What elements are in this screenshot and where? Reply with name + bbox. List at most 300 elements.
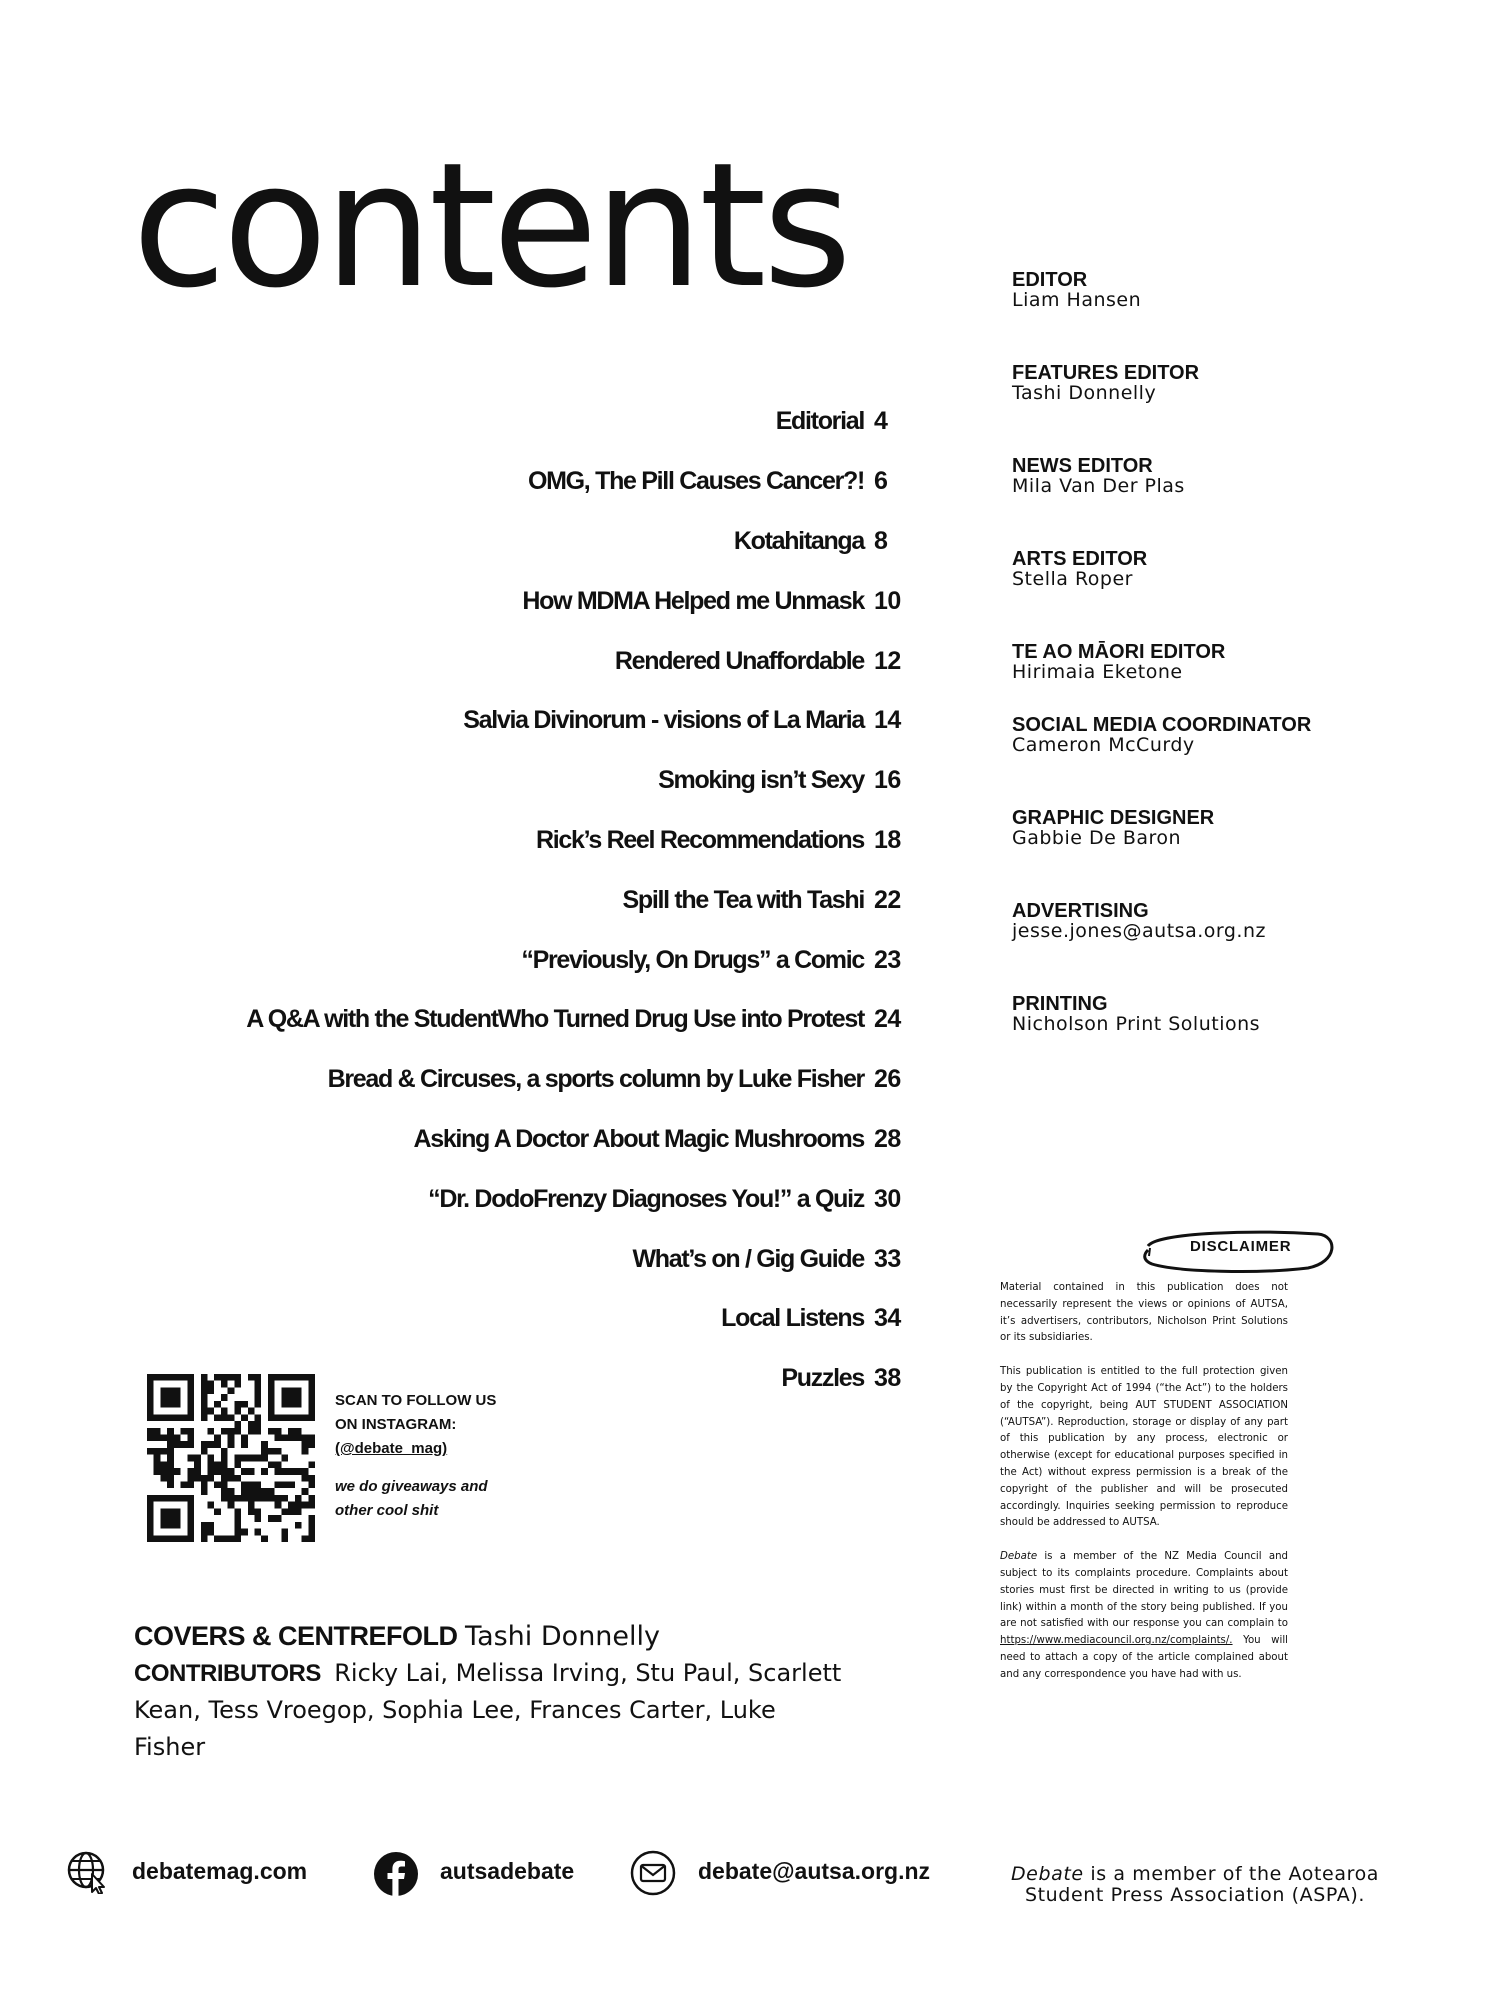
qr-module [275,1434,282,1441]
toc-entry-page: 30 [874,1184,901,1213]
qr-module [275,1374,282,1381]
qr-module [214,1434,221,1441]
contributors-credit [134,1655,854,1692]
toc-entry-page: 22 [874,885,901,914]
qr-module [194,1455,201,1462]
toc-entry-title: Local Listens [721,1304,864,1333]
staff-role: NEWS EDITOR [1012,455,1153,477]
qr-module [255,1381,262,1388]
qr-module [228,1468,235,1475]
staff-entry [1012,808,1312,848]
qr-module [147,1535,154,1542]
qr-module [174,1535,181,1542]
qr-module [214,1461,221,1468]
toc-entry-title: “Dr. DodoFrenzy Diagnoses You!” a Quiz [428,1184,864,1213]
disclaimer-p3-body: is a member of the NZ Media Council and subject to its complaints procedure. Complaints about stories must first be directed in writing to us (provide link) within a month of the story being published. If you are not satisfied with our response you can complain to [1000,1551,1288,1630]
qr-module [281,1434,288,1441]
qr-module [147,1381,154,1388]
staff-role: SOCIAL MEDIA COORDINATOR [1012,714,1312,736]
qr-module [207,1461,214,1468]
qr-module [248,1455,255,1462]
qr-module [187,1482,194,1489]
qr-module [308,1381,315,1388]
qr-module [201,1441,208,1448]
toc-entry[interactable] [200,452,910,512]
qr-module [214,1414,221,1421]
qr-module [201,1488,208,1495]
qr-module [221,1455,228,1462]
qr-module [147,1515,154,1522]
toc-entry[interactable] [200,1110,910,1170]
aspa-line1-rest: is a member of the Aotearoa [1083,1863,1380,1885]
qr-module [207,1502,214,1509]
qr-module [308,1387,315,1394]
qr-module [181,1535,188,1542]
qr-module [160,1401,167,1408]
qr-module [275,1495,282,1502]
email-link[interactable]: debate@autsa.org.nz [698,1858,931,1884]
qr-module [201,1535,208,1542]
qr-module [308,1408,315,1415]
qr-module [201,1522,208,1529]
qr-module [281,1374,288,1381]
qr-module [241,1529,248,1536]
qr-module [207,1529,214,1536]
qr-module [275,1461,282,1468]
instagram-handle-link[interactable]: (@debate_mag) [335,1440,448,1457]
qr-module [275,1502,282,1509]
qr-module [234,1374,241,1381]
toc-entry[interactable] [200,990,910,1050]
covers-credit [134,1618,854,1655]
staff-entry [1012,994,1312,1034]
qr-module [147,1401,154,1408]
toc-entry-title: Rick’s Reel Recommendations [536,825,864,854]
qr-module [187,1535,194,1542]
disclaimer-debate-italic: Debate [1000,1551,1038,1563]
qr-module [221,1408,228,1415]
qr-module [194,1461,201,1468]
qr-module [248,1488,255,1495]
qr-module [241,1441,248,1448]
qr-module [174,1468,181,1475]
qr-module [281,1414,288,1421]
qr-module [147,1428,154,1435]
staff-entry [1012,270,1312,310]
qr-module [154,1374,161,1381]
qr-module [147,1508,154,1515]
staff-entry [1012,363,1312,403]
qr-module [207,1468,214,1475]
qr-module [167,1508,174,1515]
staff-role: EDITOR [1012,269,1088,291]
qr-module [281,1508,288,1515]
qr-module [201,1408,208,1415]
qr-module [207,1381,214,1388]
qr-module [234,1529,241,1536]
qr-module [302,1535,309,1542]
qr-module [207,1522,214,1529]
qr-module [181,1414,188,1421]
website-link[interactable]: debatemag.com [132,1858,308,1884]
qr-module [187,1522,194,1529]
qr-module [207,1428,214,1435]
qr-module [187,1434,194,1441]
qr-module [201,1448,208,1455]
qr-module [228,1441,235,1448]
qr-module [234,1475,241,1482]
qr-module [281,1394,288,1401]
toc-list [200,392,910,1409]
qr-module [308,1374,315,1381]
qr-module [201,1374,208,1381]
qr-module [302,1448,309,1455]
qr-module [160,1434,167,1441]
qr-module [167,1515,174,1522]
qr-module [308,1495,315,1502]
qr-module [248,1482,255,1489]
qr-module [160,1508,167,1515]
qr-module [187,1468,194,1475]
qr-module [268,1408,275,1415]
qr-module [160,1448,167,1455]
aspa-debate-italic: Debate [1010,1863,1084,1885]
qr-module [207,1441,214,1448]
toc-entry-page: 12 [874,646,901,675]
staff-name: jesse.jones@autsa.org.nz [1012,920,1266,942]
qr-module [174,1441,181,1448]
email-icon [630,1850,676,1896]
toc-entry[interactable] [200,392,910,452]
qr-caption-line2: ON INSTAGRAM: [335,1416,457,1433]
staff-name: Liam Hansen [1012,289,1142,311]
qr-module [295,1387,302,1394]
qr-module [255,1508,262,1515]
staff-role: GRAPHIC DESIGNER [1012,807,1215,829]
qr-caption-line1: SCAN TO FOLLOW US [335,1392,497,1409]
toc-entry-page: 28 [874,1124,901,1153]
qr-module [194,1468,201,1475]
toc-entry-page: 10 [874,586,901,615]
qr-module [295,1394,302,1401]
disclaimer-p3-end: You will need to attach a copy of the article complained about and any correspondence you have had with us. [1000,1635,1288,1680]
toc-entry-page: 26 [874,1065,901,1094]
qr-module [154,1461,161,1468]
disclaimer-text [1000,1280,1288,1701]
qr-module [281,1495,288,1502]
qr-module [154,1495,161,1502]
qr-module [281,1455,288,1462]
toc-entry-title: Salvia Divinorum - visions of La Maria [463,706,864,735]
staff-name: Hirimaia Eketone [1012,661,1183,683]
qr-module [255,1414,262,1421]
qr-module [302,1502,309,1509]
toc-entry-page: 6 [874,467,888,496]
qr-module [221,1468,228,1475]
toc-entry-title: “Previously, On Drugs” a Comic [521,945,864,974]
staff-role: FEATURES EDITOR [1012,362,1200,384]
qr-module [221,1461,228,1468]
qr-module [207,1387,214,1394]
qr-module [261,1535,268,1542]
qr-module [167,1434,174,1441]
toc-entry[interactable] [200,1289,910,1349]
contributors-line2: Kean, Tess Vroegop, Sophia Lee, Frances Carter, Luke Fisher [134,1696,776,1761]
qr-module [275,1468,282,1475]
qr-module [302,1374,309,1381]
qr-module [234,1428,241,1435]
qr-module [167,1394,174,1401]
qr-module [248,1508,255,1515]
qr-module [201,1381,208,1388]
qr-module [308,1515,315,1522]
toc-entry[interactable] [200,512,910,572]
qr-module [201,1414,208,1421]
qr-module [201,1387,208,1394]
staff-name: Mila Van Der Plas [1012,475,1185,497]
qr-module [174,1515,181,1522]
toc-entry-page: 4 [874,407,888,436]
qr-module [281,1482,288,1489]
qr-module [221,1482,228,1489]
toc-entry-title: OMG, The Pill Causes Cancer?! [527,467,864,496]
qr-module [281,1468,288,1475]
qr-module [147,1495,154,1502]
qr-module [187,1508,194,1515]
qr-module [147,1394,154,1401]
qr-module [241,1482,248,1489]
qr-module [255,1387,262,1394]
qr-module [255,1428,262,1435]
qr-module [308,1401,315,1408]
staff-entry [1012,715,1312,755]
qr-module [181,1482,188,1489]
qr-module [308,1461,315,1468]
instagram-qr-code[interactable] [147,1374,315,1542]
qr-module [288,1428,295,1435]
qr-module [167,1414,174,1421]
qr-module [241,1434,248,1441]
qr-module [228,1535,235,1542]
aspa-line1 [1010,1864,1380,1885]
qr-module [295,1508,302,1515]
qr-module [295,1414,302,1421]
toc-entry[interactable] [200,811,910,871]
qr-module [207,1455,214,1462]
qr-module [214,1535,221,1542]
qr-module [281,1387,288,1394]
credits [134,1618,854,1766]
qr-module [194,1475,201,1482]
toc-entry-page: 16 [874,766,901,795]
qr-module [167,1401,174,1408]
qr-module [248,1468,255,1475]
qr-module [288,1394,295,1401]
qr-module [308,1535,315,1542]
qr-module [228,1434,235,1441]
qr-module [181,1428,188,1435]
qr-module [302,1475,309,1482]
toc-entry[interactable] [200,1229,910,1289]
qr-module [255,1374,262,1381]
qr-module [187,1515,194,1522]
qr-module [248,1502,255,1509]
qr-module [167,1495,174,1502]
qr-module [234,1508,241,1515]
qr-module [268,1414,275,1421]
staff-role: ARTS EDITOR [1012,548,1148,570]
staff-role: ADVERTISING [1012,900,1149,922]
qr-module [248,1374,255,1381]
toc-entry-page: 23 [874,945,901,974]
aspa-line2: Student Press Association (ASPA). [1024,1884,1366,1906]
qr-module [295,1428,302,1435]
qr-module [228,1495,235,1502]
qr-module [167,1387,174,1394]
staff-list [1012,270,1312,1034]
qr-module [308,1441,315,1448]
qr-module [187,1408,194,1415]
qr-module [275,1448,282,1455]
qr-module [154,1535,161,1542]
qr-module [234,1522,241,1529]
toc-entry-page: 34 [874,1304,901,1333]
toc-entry[interactable] [200,751,910,811]
qr-module [261,1468,268,1475]
qr-module [174,1374,181,1381]
page-title: contents [132,125,849,326]
qr-module [221,1394,228,1401]
staff-name: Cameron McCurdy [1012,734,1195,756]
qr-module [288,1374,295,1381]
toc-entry-title: How MDMA Helped me Unmask [522,586,864,615]
qr-module [160,1414,167,1421]
qr-module [261,1441,268,1448]
toc-entry-title: What’s on / Gig Guide [632,1244,864,1273]
qr-module [147,1502,154,1509]
qr-note-line1: we do giveaways and [335,1478,488,1495]
qr-module [268,1515,275,1522]
qr-module [295,1374,302,1381]
qr-module [154,1448,161,1455]
qr-module [234,1461,241,1468]
qr-module [268,1448,275,1455]
qr-module [201,1482,208,1489]
qr-module [174,1508,181,1515]
qr-module [295,1468,302,1475]
qr-module [288,1434,295,1441]
qr-module [187,1475,194,1482]
qr-module [187,1387,194,1394]
qr-module [187,1381,194,1388]
staff-name: Gabbie De Baron [1012,827,1182,849]
qr-module [308,1394,315,1401]
qr-module [308,1522,315,1529]
toc-entry-page: 14 [874,706,901,735]
toc-entry[interactable] [200,1169,910,1229]
qr-module [241,1414,248,1421]
qr-module [160,1535,167,1542]
toc-entry-page: 8 [874,526,888,555]
toc-entry-title: Puzzles [781,1364,864,1393]
qr-module [288,1414,295,1421]
qr-module [241,1488,248,1495]
disclaimer-paragraph-2: This publication is entitled to the full protection given by the Copyright Act of 1994 (“the Act”) to the holders of the copyright, being AUT STUDENT ASSOCIATION (“AUTSA”). Reproduction, storage or display of any part of this publication by any process, electronic or otherwise (except for educational purposes specified in the Act) without express permission is a break of the copyright of the publisher and will be prosecuted accordingly. Inquiries seeking permission to reproduce should be addressed to AUTSA. [1000,1366,1288,1529]
staff-name: Nicholson Print Solutions [1012,1013,1261,1035]
toc-entry[interactable] [200,631,910,691]
qr-module [255,1515,262,1522]
qr-module [288,1387,295,1394]
qr-module [248,1421,255,1428]
qr-module [234,1535,241,1542]
qr-module [221,1475,228,1482]
qr-module [268,1387,275,1394]
media-council-link[interactable]: https://www.mediacouncil.org.nz/complaints/. [1000,1635,1233,1647]
qr-module [234,1515,241,1522]
qr-module [201,1529,208,1536]
qr-module [167,1374,174,1381]
qr-module [268,1401,275,1408]
qr-module [201,1394,208,1401]
toc-entry-page: 18 [874,825,901,854]
qr-module [201,1401,208,1408]
qr-module [167,1535,174,1542]
qr-module [261,1455,268,1462]
toc-entry[interactable] [200,1050,910,1110]
qr-module [228,1475,235,1482]
qr-module [228,1502,235,1509]
qr-module [255,1421,262,1428]
staff-name: Stella Roper [1012,568,1133,590]
qr-module [147,1529,154,1536]
qr-module [255,1455,262,1462]
qr-module [221,1535,228,1542]
qr-module [308,1482,315,1489]
qr-module [214,1401,221,1408]
qr-module [187,1394,194,1401]
qr-module [241,1468,248,1475]
qr-module [255,1529,262,1536]
qr-module [167,1461,174,1468]
toc-entry[interactable] [200,930,910,990]
qr-module [228,1488,235,1495]
qr-module [181,1374,188,1381]
facebook-link[interactable]: autsadebate [440,1858,575,1884]
toc-entry[interactable] [200,870,910,930]
qr-module [241,1495,248,1502]
qr-module [207,1475,214,1482]
qr-module [288,1482,295,1489]
qr-module [268,1428,275,1435]
covers-value: Tashi Donnelly [465,1621,661,1652]
qr-module [295,1502,302,1509]
qr-module [147,1448,154,1455]
qr-module [308,1502,315,1509]
contributors-label: CONTRIBUTORS [134,1660,321,1687]
qr-module [275,1414,282,1421]
qr-module [160,1374,167,1381]
toc-entry[interactable] [200,691,910,751]
qr-module [228,1414,235,1421]
qr-module [160,1515,167,1522]
qr-module [160,1387,167,1394]
staff-entry [1012,456,1312,496]
qr-module [154,1455,161,1462]
toc-entry[interactable] [200,571,910,631]
toc-entry-title: A Q&A with the StudentWho Turned Drug Use into Protest [246,1005,864,1034]
qr-module [201,1475,208,1482]
qr-module [261,1488,268,1495]
